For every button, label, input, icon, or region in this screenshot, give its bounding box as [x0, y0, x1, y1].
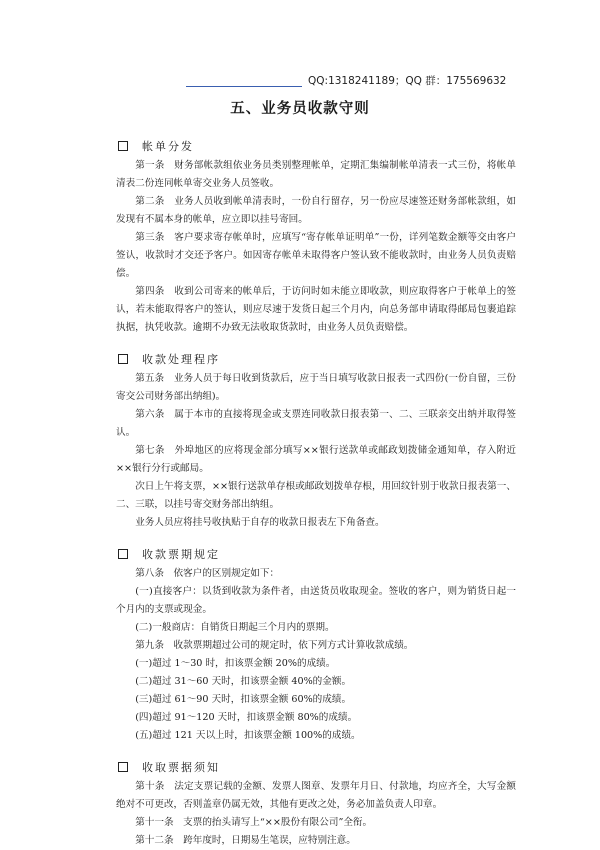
paragraph: 第一条 财务部帐款组依业务员类别整理帐单，定期汇集编制帐单清表一式三份，将帐单清表二份连同帐单寄交业务人员签收。 [116, 160, 516, 189]
paragraph: 第十二条 跨年度时，日期易生笔误，应特别注意。 [135, 835, 356, 846]
paragraph: 第三条 客户要求寄存帐单时，应填写“寄存帐单证明单”一份，详列笔数金额等交由客户签认，收款时才交还予客户。如因寄存帐单未取得客户签认致不能收款时，由业务人员负责赔偿。 [116, 232, 516, 279]
section-heading [116, 135, 516, 157]
section-payment-terms [116, 543, 516, 745]
document-body [116, 124, 516, 850]
paragraph: 业务人员应将挂号收执贴于自存的收款日报表左下角备查。 [135, 517, 385, 528]
section-heading [116, 348, 516, 370]
checkbox-square-icon [118, 762, 128, 772]
paragraph: (二)一般商店：自销货日期起三个月内的票期。 [135, 622, 335, 633]
paragraph: (五)超过 121 天以上时，扣该票金额 100%的成绩。 [135, 730, 361, 741]
section-heading-text: 收款票期规定 [142, 548, 220, 561]
document-title: 五、业务员收款守则 [230, 101, 370, 117]
paragraph: (一)超过 1～30 时，扣该票金额 20%的成绩。 [135, 658, 336, 669]
paragraph: 次日上午将支票，××银行送款单存根或邮政划拨单存根，用回纹针别于收款日报表第一、二、三联，以挂号寄交财务部出纳组。 [116, 481, 516, 510]
header-underline [186, 86, 302, 87]
paragraph: (三)超过 61～90 天时，扣该票金额 60%的成绩。 [135, 694, 352, 705]
paragraph: 第八条 依客户的区别规定如下： [135, 568, 280, 579]
paragraph: (一)直接客户：以货到收款为条件者，由送货员收取现金。签收的客户，则为销货日起一个月内的支票或现金。 [116, 586, 516, 615]
paragraph: (二)超过 31～60 天时，扣该票金额 40%的金额。 [135, 676, 352, 687]
paragraph: (四)超过 91～120 天时，扣该票金额 80%的成绩。 [135, 712, 358, 723]
header-contact: QQ:1318241189；QQ 群：175569632 [308, 75, 507, 87]
paragraph: 第七条 外埠地区的应将现金部分填写××银行送款单或邮政划拨储金通知单，存入附近××银行分行或邮局。 [116, 445, 516, 474]
section-heading-text: 收款处理程序 [142, 353, 220, 366]
paragraph: 第二条 业务人员收到帐单清表时，一份自行留存，另一份应尽速签还财务部帐款组，如发现有不属本身的帐单，应立即以挂号寄回。 [116, 196, 516, 225]
paragraph: 第十条 法定支票记载的金额、发票人图章、发票年月日、付款地，均应齐全，大写金额绝对不可更改，否则盖章仍属无效，其他有更改之处，务必加盖负责人印章。 [116, 781, 516, 810]
paragraph: 第十一条 支票的抬头请写上“××股份有限公司”全衔。 [135, 817, 373, 828]
paragraph: 第六条 属于本市的直接将现金或支票连同收款日报表第一、二、三联亲交出纳并取得签认。 [116, 409, 516, 438]
paragraph: 第五条 业务人员于每日收到货款后，应于当日填写收款日报表一式四份(一份自留，三份寄交公司财务部出纳组)。 [116, 373, 516, 402]
section-heading [116, 543, 516, 565]
section-bill-notes [116, 756, 516, 850]
checkbox-square-icon [118, 549, 128, 559]
section-heading-text: 收取票据须知 [142, 761, 220, 774]
section-heading-text: 帐单分发 [142, 140, 194, 153]
checkbox-square-icon [118, 141, 128, 151]
section-collection-procedure [116, 348, 516, 532]
section-heading [116, 756, 516, 778]
checkbox-square-icon [118, 354, 128, 364]
paragraph: 第四条 收到公司寄来的帐单后，于访问时如未能立即收款，则应取得客户于帐单上的签认，若未能取得客户的签认，则应尽速于发货日起三个月内，向总务部申请取得邮局包裹追踪执据，执凭收款。逾期不办致无法收取货款时，由业务人员负责赔偿。 [116, 286, 516, 333]
page-header [186, 72, 516, 90]
section-billing [116, 135, 516, 337]
paragraph: 第九条 收款票期超过公司的规定时，依下列方式计算收款成绩。 [135, 640, 414, 651]
